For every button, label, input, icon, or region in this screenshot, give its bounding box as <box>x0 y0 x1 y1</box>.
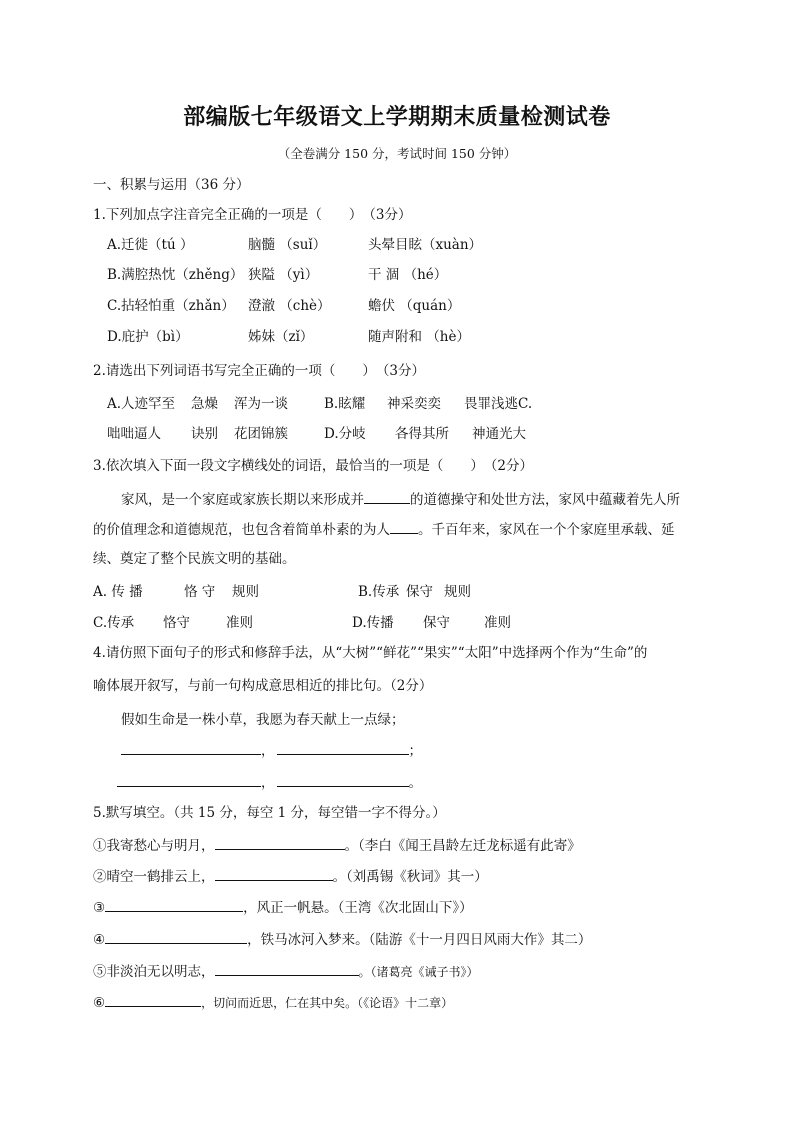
q2-word: 畏罪浅逃C. <box>464 396 533 412</box>
q1-option-a-1: A.迁徙（tú ） <box>107 237 194 253</box>
q3-option-b: 规则 <box>444 584 471 600</box>
q5-item-1: ①我寄愁心与明月， 。（李白《闻王昌龄左迁龙标遥有此寄》 <box>93 835 581 855</box>
q1-stem: 1.下列加点字注音完全正确的一项是（ ） （3分） <box>93 207 412 223</box>
q3-passage-line-1: 家风，是一个家庭或家族长期以来形成并 的道德操守和处世方法，家风中蕴藏着先人所 <box>121 489 680 509</box>
fill-blank[interactable] <box>215 961 359 976</box>
q4-example: 假如生命是一株小草，我愿为春天献上一点绿； <box>121 712 405 728</box>
fill-blank[interactable] <box>215 866 333 881</box>
q5-item-6: ⑥ ，切问而近思，仁在其中矣。（《论语》十二章） <box>93 992 453 1012</box>
fill-blank[interactable] <box>364 489 410 504</box>
q2-word: 神通光大 <box>472 426 526 442</box>
q1-option-d-2: 姊妹（zǐ） <box>248 329 314 345</box>
fill-blank[interactable] <box>105 929 247 944</box>
q3-option-a: A. 传 播 <box>93 584 143 600</box>
q2-word: 花团锦簇 <box>234 426 288 442</box>
q5-item-5: ⑤非淡泊无以明志， 。（诸葛亮《诫子书》） <box>93 961 479 981</box>
q4-answer-line-1: ， ； <box>121 740 422 760</box>
q2-word: D.分岐 <box>324 426 366 442</box>
fill-blank[interactable] <box>215 835 345 850</box>
answer-blank[interactable] <box>277 740 409 755</box>
q2-word: 各得其所 <box>395 426 449 442</box>
q3-option-c: C.传承 <box>93 615 135 631</box>
q1-option-d-1: D.庇护（bì） <box>107 329 189 345</box>
q1-option-c-3: 蟾伏 （quán） <box>368 298 461 314</box>
q3-option-c: 准则 <box>226 615 253 631</box>
q1-option-b-2: 狭隘 （yì） <box>248 267 319 283</box>
page-title: 部编版七年级语文上学期期末质量检测试卷 <box>183 105 611 130</box>
q3-option-a: 恪 守 <box>184 584 216 600</box>
q2-word: B.眩耀 <box>324 396 366 412</box>
q5-item-3: ③ ，风正一帆悬。（王湾《次北固山下》） <box>93 897 473 917</box>
answer-blank[interactable] <box>117 772 261 787</box>
q3-option-b: B.传承 <box>358 584 400 600</box>
fill-blank[interactable] <box>390 519 418 534</box>
q2-word: 浑为一谈 <box>234 396 288 412</box>
answer-blank[interactable] <box>121 740 261 755</box>
section-heading: 一、积累与运用（36 分） <box>93 177 250 193</box>
q3-passage-line-3: 续、奠定了整个民族文明的基础。 <box>93 551 296 567</box>
q5-item-4: ④ ，铁马冰河入梦来。（陆游《十一月四日风雨大作》其二） <box>93 929 591 949</box>
q2-word: 咄咄逼人 <box>107 426 161 442</box>
q1-option-a-3: 头晕目眩（xuàn） <box>368 237 483 253</box>
fill-blank[interactable] <box>105 897 243 912</box>
q4-stem-line-2: 喻体展开叙写，与前一句构成意思相近的排比句。（2分） <box>93 678 433 694</box>
q1-option-a-2: 脑髓 （suǐ） <box>248 237 327 253</box>
answer-blank[interactable] <box>277 772 409 787</box>
q5-stem: 5.默写填空。（共 15 分，每空 1 分，每空错一字不得分。） <box>93 805 446 821</box>
q3-option-d: 准则 <box>484 615 511 631</box>
fill-blank[interactable] <box>105 992 201 1007</box>
q1-option-b-3: 干 涸 （hé） <box>368 267 448 283</box>
q2-stem: 2.请选出下列词语书写完全正确的一项（ ） （3分） <box>93 363 425 379</box>
q3-option-a: 规则 <box>232 584 259 600</box>
q4-stem-line-1: 4.请仿照下面句子的形式和修辞手法，从“大树”“鲜花”“果实”“太阳”中选择两个作为“生命”的 <box>93 645 648 661</box>
q3-option-c: 恪守 <box>163 615 190 631</box>
page-subtitle: （全卷满分 150 分，考试时间 150 分钟） <box>277 146 517 161</box>
q2-word: 诀别 <box>191 426 218 442</box>
q3-option-d: 保守 <box>423 615 450 631</box>
q3-passage-line-2: 的价值理念和道德规范，也包含着简单朴素的为人 。千百年来，家风在一个个家庭里承载、延 <box>93 519 675 539</box>
q4-answer-line-2: ， 。 <box>117 772 422 792</box>
q2-word: 神采奕奕 <box>387 396 441 412</box>
q3-option-d: D.传播 <box>352 615 394 631</box>
q1-option-b-1: B.满腔热忱（zhěng） <box>107 267 244 283</box>
q1-option-d-3: 随声附和 （hè） <box>368 329 470 345</box>
q1-option-c-1: C.拈轻怕重（zhǎn） <box>107 298 235 314</box>
q5-item-2: ②晴空一鹤排云上， 。（刘禹锡《秋词》其一） <box>93 866 488 886</box>
q3-option-b: 保守 <box>406 584 433 600</box>
q2-word: 急燥 <box>191 396 218 412</box>
q2-word: A.人迹罕至 <box>107 396 176 412</box>
q1-option-c-2: 澄澈 （chè） <box>248 298 331 314</box>
q3-stem: 3.依次填入下面一段文字横线处的词语，最恰当的一项是（ ） （2分） <box>93 458 533 474</box>
